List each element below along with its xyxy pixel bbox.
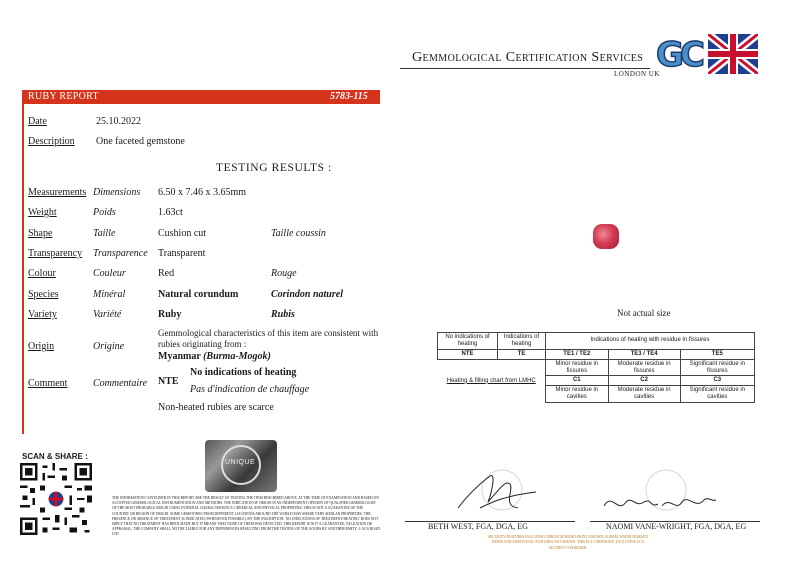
desc-te3-te4: Moderate residue in fissures: [608, 359, 680, 376]
code-nte: NTE: [438, 349, 498, 359]
qr-code-icon[interactable]: [20, 463, 92, 535]
heating-indications-table: [437, 332, 755, 403]
code-c3: C3: [680, 376, 754, 386]
colour-label: Colour: [28, 268, 56, 279]
code-te1-te2: TE1 / TE2: [546, 349, 609, 359]
report-number: 5783-115: [330, 91, 368, 102]
comment-fr-value: Pas d'indication de chauffage: [190, 384, 310, 395]
comment-fr-label: Commentaire: [93, 378, 148, 389]
desc-c3: Significant residue in cavities: [680, 386, 754, 403]
desc-te1-te2: Minor residue in fissures: [546, 359, 609, 376]
origin-label: Origin: [28, 341, 55, 352]
description-value: One faceted gemstone: [96, 136, 185, 147]
origin-value: [158, 351, 271, 362]
brand-divider: [400, 68, 650, 69]
comment-extra: Non-heated rubies are scarce: [158, 402, 274, 413]
transparency-fr-label: Transparence: [93, 248, 148, 259]
code-te3-te4: TE3 / TE4: [608, 349, 680, 359]
header-residue: Indications of heating with residue in fissures: [546, 333, 755, 350]
transparency-value: Transparent: [158, 248, 206, 259]
header-no-indications: No indications of heating: [438, 333, 498, 350]
desc-c1: Minor residue in cavities: [546, 386, 609, 403]
scan-share-label: SCAN & SHARE :: [22, 452, 88, 461]
date-label: Date: [28, 116, 47, 127]
shape-value: Cushion cut: [158, 228, 207, 239]
variety-value: Ruby: [158, 309, 182, 320]
origin-note-line-1: Gemmological characteristics of this item are consistent with: [158, 328, 379, 338]
comment-code: NTE: [158, 376, 179, 387]
desc-c2: Moderate residue in cavities: [608, 386, 680, 403]
report-type: RUBY REPORT: [28, 91, 99, 102]
origin-country: Myanmar: [158, 351, 201, 362]
brand-location: LONDON UK: [614, 70, 660, 78]
brand-title: Gemmological Certification Services: [412, 50, 644, 65]
origin-fr-label: Origine: [93, 341, 125, 352]
species-label: Species: [28, 289, 59, 300]
colour-fr-label: Couleur: [93, 268, 126, 279]
weight-label: Weight: [28, 207, 57, 218]
code-te5: TE5: [680, 349, 754, 359]
origin-detail: (Burma-Mogok): [203, 351, 271, 362]
heating-chart-link[interactable]: Heating & filling chart from LMHC: [446, 377, 536, 384]
shape-fr-label: Taille: [93, 228, 116, 239]
testing-results-title: TESTING RESULTS :: [216, 162, 332, 174]
left-accent-rule: [22, 104, 24, 434]
signature-naomi-vane-wright-icon: [600, 462, 720, 520]
measurements-value: 6.50 x 7.46 x 3.65mm: [158, 187, 247, 198]
variety-fr-value: Rubis: [271, 309, 295, 320]
weight-value: 1.63ct: [158, 207, 183, 218]
species-value: Natural corundum: [158, 289, 239, 300]
variety-fr-label: Variété: [93, 309, 122, 320]
shape-fr-value: Taille coussin: [271, 228, 326, 239]
security-note: SECURITY FEATURES INCLUDING THROUGH MICRO-PRINT AND HOLOGRAM, WATER MARKED PAPER AND ADDITIONAL FEATURES NOT SHOWN. THIS IS A CORPORATE, EXCLUSIVE GCS SECURITY STANDARD.: [488, 535, 648, 550]
signer-1-name: BETH WEST, FGA, DGA, EG: [428, 522, 528, 531]
variety-label: Variety: [28, 309, 57, 320]
species-fr-value: Corindon naturel: [271, 289, 343, 300]
hologram-text: UNIQUE: [225, 459, 256, 466]
code-te: TE: [498, 349, 546, 359]
code-c2: C2: [608, 376, 680, 386]
code-c1: C1: [546, 376, 609, 386]
ruby-stone-image: [593, 224, 619, 249]
shape-label: Shape: [28, 228, 53, 239]
date-value: 25.10.2022: [96, 116, 141, 127]
header-indications: Indications of heating: [498, 333, 546, 350]
species-fr-label: Minéral: [93, 289, 126, 300]
disclaimer-text: THE INFORMATION CONTAINED IN THIS REPORT ARE THE RESULT OF TESTING THE ITEM DESCRIBED ABOVE, AT THE TIME OF EXAMINATION AND BASED ON ACCEPTED GEMMOLOGICAL INSTRUMENTATION AND METHODS. THE INDICATION OF ORIGIN IS AN INDEPENDENT OPINION OF QUALIFIED GEMMOLOGIST OF THE MOST PROBABLE ORIGIN USING INTERNAL CHARACTERISTICS, CHEMICAL AND PHYSICAL PROPERTIES. THIS IS NOT A GUARANTEE OF THE COUNTRY OR REGION OF ORIGIN. SOME GEMSTONES FROM DIFFERENT LOCATIONS AROUND THE WORLD MAY SHARE VERY SIMILAR PROPERTIES. THE PRESENCE OR ABSENCE OF TREATMENT IS INDICATED (WHENEVER POSSIBLE), BY THE INSCRIPTION: 'NO INDICATIONS OF TREATMENT/HEATING' DOES NOT IMPLY THAT NO TREATMENT HAS BEEN MADE BUT IT MEANS THAT NONE OF THEM WAS DETECTED. THIS REPORT IS NOT A GUARANTEE, VALUATION OR APPRAISAL. THE COMPANY SHALL NOT BE LIABLE FOR ANY DIFFERENCES RESULTING FROM THE TESTING OF THE GOODS BY ANOTHER PARTY. © GCS ROAD LTD: [112, 496, 380, 537]
signer-2-name: NAOMI VANE-WRIGHT, FGA, DGA, EG: [606, 522, 747, 531]
comment-label: Comment: [28, 378, 68, 389]
svg-text:C: C: [680, 35, 705, 75]
comment-value: No indications of heating: [190, 367, 297, 378]
desc-te5: Significant residue in fissures: [680, 359, 754, 376]
not-actual-size-note: Not actual size: [617, 308, 671, 318]
measurements-fr-label: Dimensions: [93, 187, 141, 198]
svg-text:G: G: [656, 35, 684, 75]
measurements-label: Measurements: [28, 187, 87, 198]
colour-fr-value: Rouge: [271, 268, 297, 279]
transparency-label: Transparency: [28, 248, 83, 259]
description-label: Description: [28, 136, 75, 147]
gcs-logo-icon: [650, 30, 762, 80]
origin-note-line-2: rubies originating from :: [158, 339, 247, 349]
weight-fr-label: Poids: [93, 207, 116, 218]
colour-value: Red: [158, 268, 175, 279]
signature-beth-west-icon: [440, 462, 550, 520]
